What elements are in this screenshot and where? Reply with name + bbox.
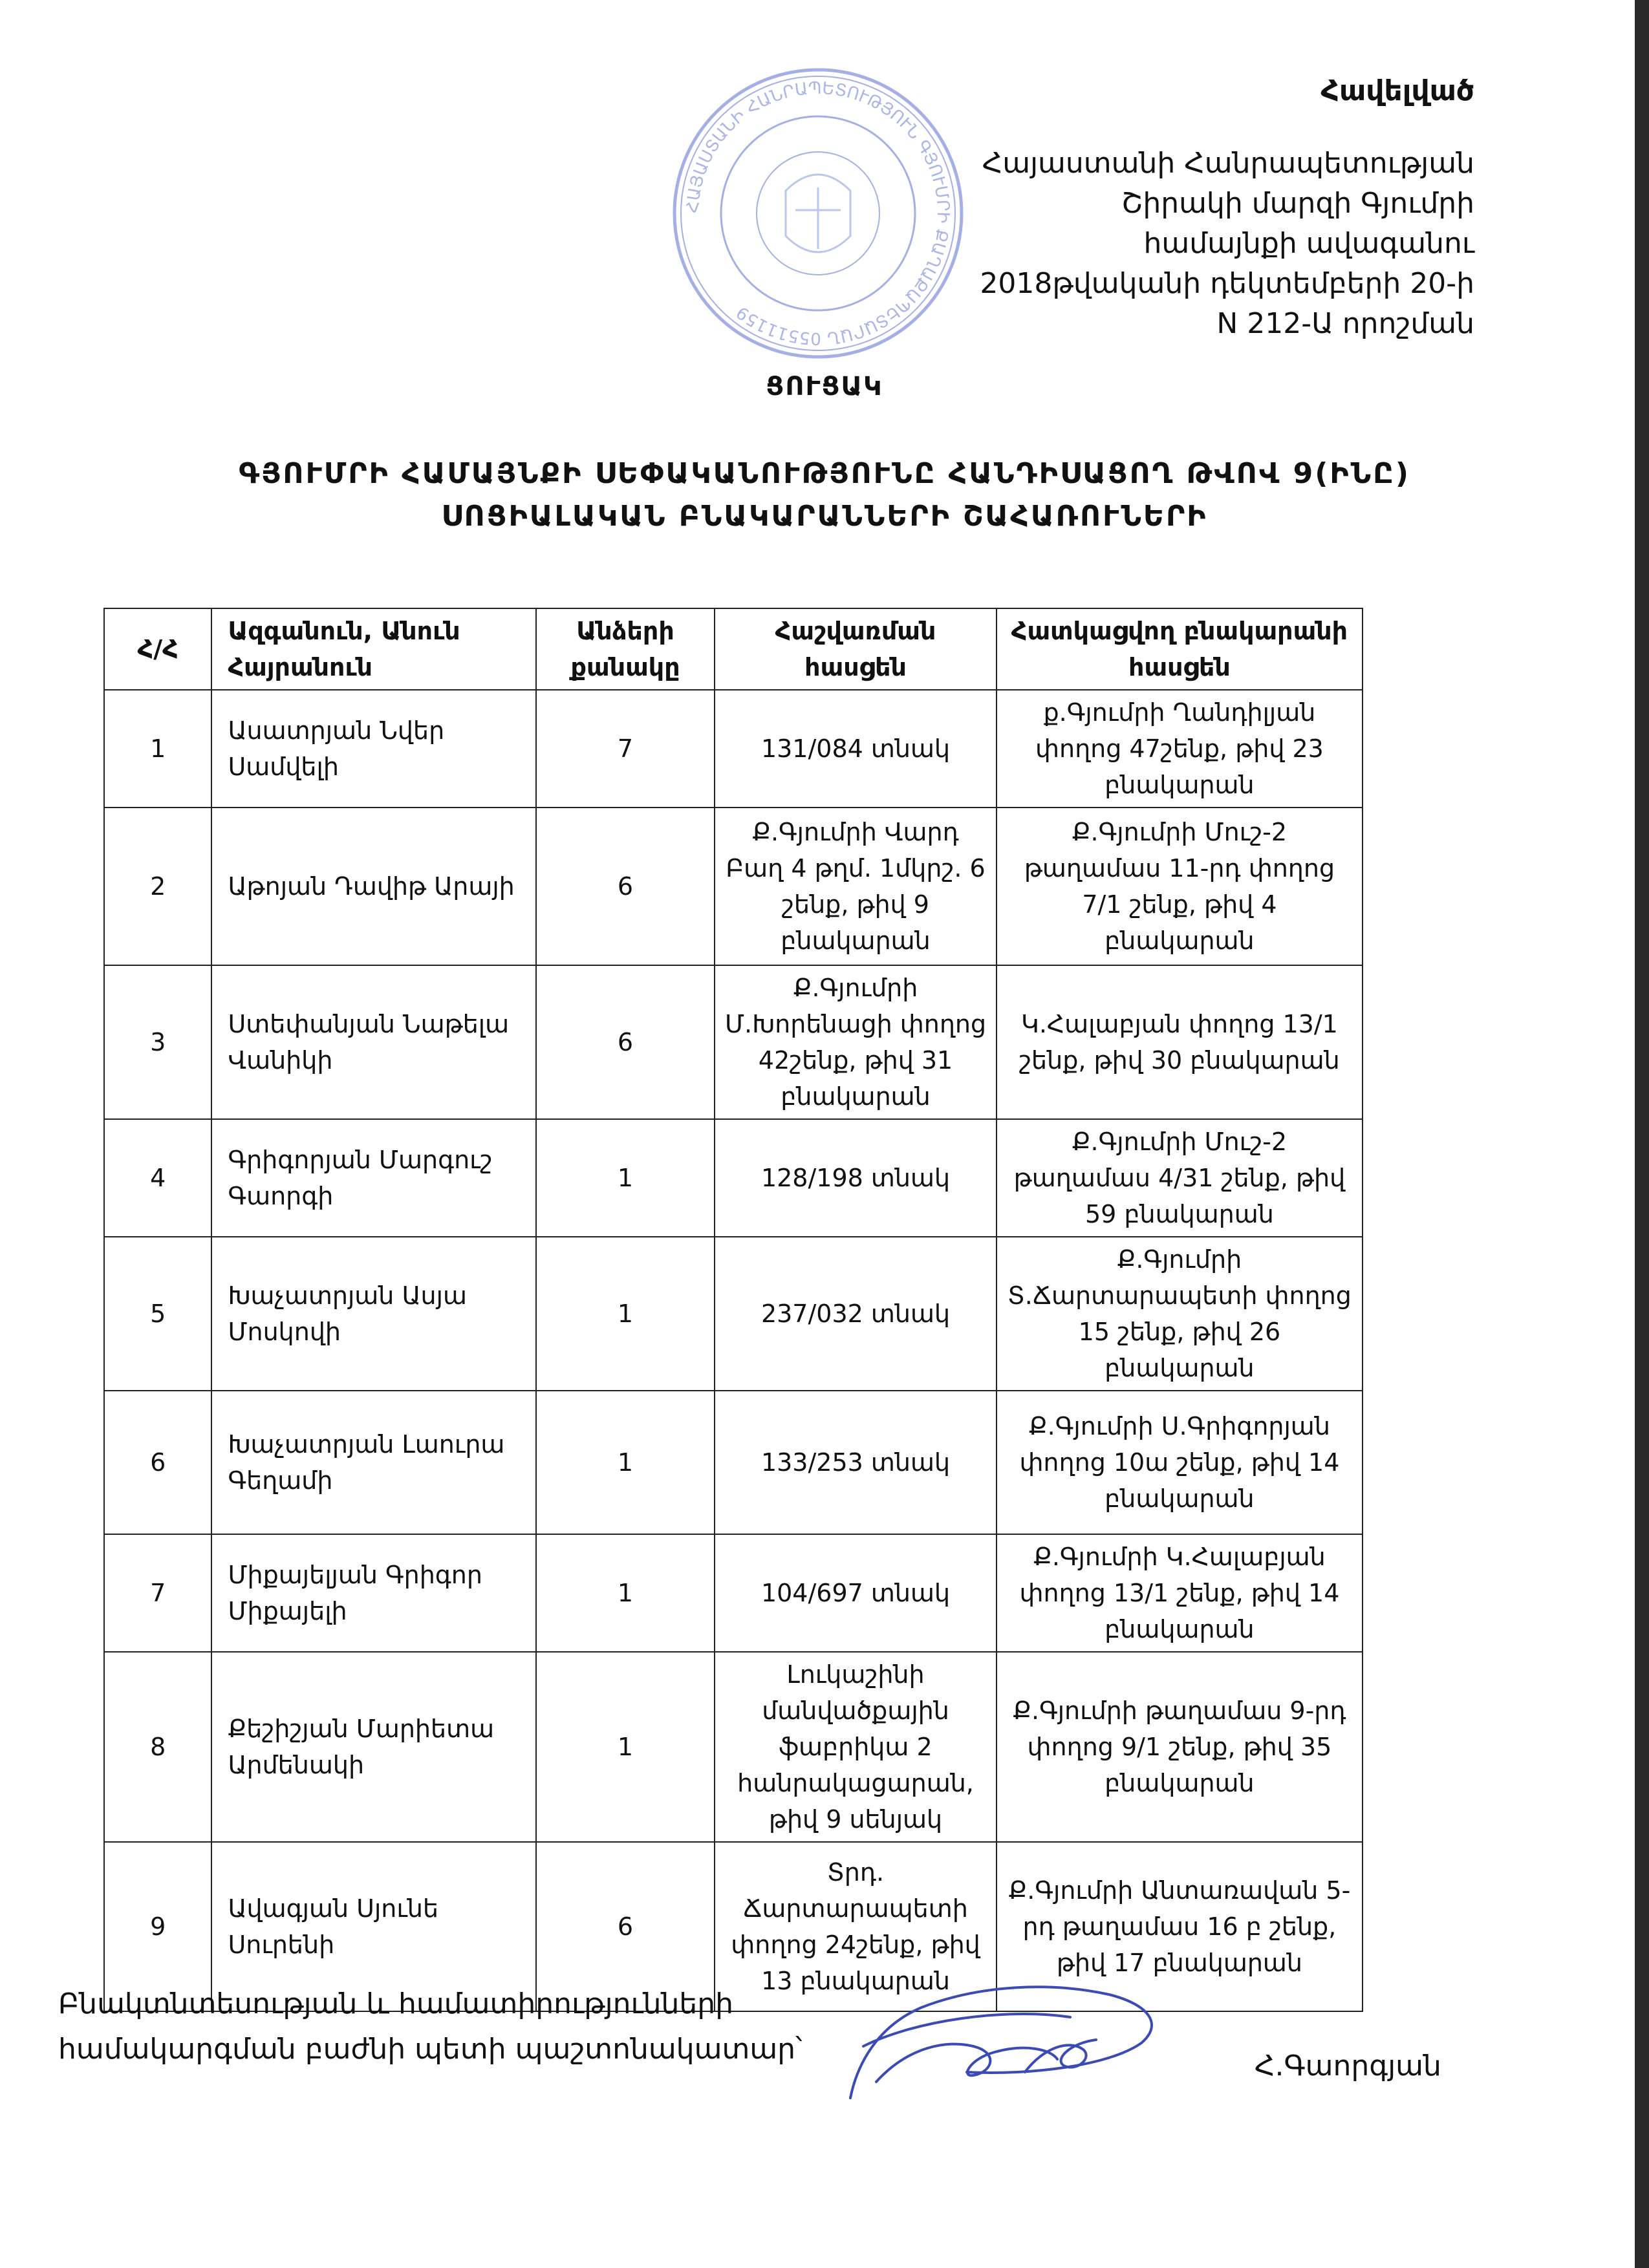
row-allocated-address: Ք.Գյումրի թաղամաս 9-րդ փողոց 9/1 շենք, թիվ 35 բնակարան — [997, 1652, 1363, 1842]
table-row — [104, 965, 1363, 1119]
table-row — [104, 1119, 1363, 1237]
table-row — [104, 1534, 1363, 1652]
row-account-address: 128/198 տնակ — [715, 1119, 997, 1237]
row-account-address: Տրդ. Ճարտարապետի փողոց 24շենք, թիվ 13 բնակարան — [715, 1842, 997, 2011]
table-row — [104, 808, 1363, 965]
row-name: Աթոյան Դավիթ Արայի — [211, 808, 535, 965]
row-allocated-address: Ք.Գյումրի Տ.Ճարտարապետի փողոց 15 շենք, թիվ 26 բնակարան — [997, 1237, 1363, 1391]
row-allocated-address: Ք.Գյումրի Ս.Գրիգորյան փողոց 10ա շենք, թիվ 14 բնակարան — [997, 1391, 1363, 1534]
row-allocated-address: Ք.Գյումրի Անտառավան 5-րդ թաղամաս 16 բ շենք, թիվ 17 բնակարան — [997, 1842, 1363, 2011]
row-num: 4 — [104, 1119, 211, 1237]
handwritten-signature — [837, 1969, 1174, 2117]
main-title-line: ՍՈՑԻԱԼԱԿԱՆ ԲՆԱԿԱՐԱՆՆԵՐԻ ՇԱՀԱՌՈՒՆԵՐԻ — [441, 500, 1208, 533]
official-seal — [666, 61, 970, 365]
header-num: Հ/Հ — [104, 608, 211, 690]
row-allocated-address: Ք.Գյումրի Մուշ-2 թաղամաս 11-րդ փողոց 7/1 շենք, թիվ 4 բնակարան — [997, 808, 1363, 965]
row-name: Քեշիշյան Մարիետա Արմենակի — [211, 1652, 535, 1842]
row-name: Ասատրյան Նվեր Սամվելի — [211, 690, 535, 808]
header-account-address: Հաշվառման հասցեն — [715, 608, 997, 690]
row-name: Գրիգորյան Մարգուշ Գաորգի — [211, 1119, 535, 1237]
row-count: 1 — [536, 1391, 715, 1534]
row-count: 1 — [536, 1237, 715, 1391]
row-account-address: Ք.Գյումրի Վարդ Բաղ 4 թղմ. 1մկրշ. 6 շենք, թիվ 9 բնակարան — [715, 808, 997, 965]
approval-label: Հավելված — [1320, 74, 1474, 107]
beneficiaries-table — [103, 608, 1363, 2012]
row-count: 1 — [536, 1119, 715, 1237]
row-allocated-address: ք.Գյումրի Ղանդիլյան փողոց 47շենք, թիվ 23 բնակարան — [997, 690, 1363, 808]
row-account-address: 133/253 տնակ — [715, 1391, 997, 1534]
footer-position-line: Բնակտնտեսության և համատիրությունների — [58, 1987, 734, 2020]
signer-name: Հ.Գաորգյան — [1255, 2049, 1441, 2082]
row-num: 8 — [104, 1652, 211, 1842]
main-title-line: ԳՅՈՒՄՐԻ ՀԱՄԱՅՆՔԻ ՍԵՓԱԿԱՆՈՒԹՅՈՒՆԸ ՀԱՆԴԻՍԱՑՈՂ ԹՎՈՎ 9(ԻՆԸ) — [239, 457, 1410, 490]
row-name: Խաչատրյան Լաուրա Գեղամի — [211, 1391, 535, 1534]
row-name: Ավագյան Սյունե Սուրենի — [211, 1842, 535, 2011]
approval-line: Հայաստանի Հանրապետության — [982, 147, 1474, 180]
table-header-row — [104, 608, 1363, 690]
table-row — [104, 1391, 1363, 1534]
footer-position — [58, 1982, 803, 2072]
row-name: Միքայելյան Գրիգոր Միքայելի — [211, 1534, 535, 1652]
main-title — [0, 453, 1649, 538]
row-allocated-address: Ք.Գյումրի Մուշ-2 թաղամաս 4/31 շենք, թիվ 59 բնակարան — [997, 1119, 1363, 1237]
row-count: 6 — [536, 965, 715, 1119]
header-name: Ազգանուն, Անուն Հայրանուն — [211, 608, 535, 690]
approval-block — [980, 71, 1474, 344]
row-num: 6 — [104, 1391, 211, 1534]
row-name: Ստեփանյան Նաթելա Վանիկի — [211, 965, 535, 1119]
row-num: 2 — [104, 808, 211, 965]
approval-line: 2018թվականի դեկտեմբերի 20-ի — [980, 267, 1474, 300]
row-num: 3 — [104, 965, 211, 1119]
table-row — [104, 690, 1363, 808]
row-count: 6 — [536, 1842, 715, 2011]
row-allocated-address: Ք.Գյումրի Կ.Հալաբյան փողոց 13/1 շենք, թիվ 14 բնակարան — [997, 1534, 1363, 1652]
header-count: Անձերի քանակը — [536, 608, 715, 690]
row-num: 9 — [104, 1842, 211, 2011]
row-num: 5 — [104, 1237, 211, 1391]
scan-edge — [1635, 0, 1649, 2268]
list-title: ՑՈՒՑԱԿ — [766, 372, 883, 401]
row-allocated-address: Կ.Հալաբյան փողոց 13/1 շենք, թիվ 30 բնակարան — [997, 965, 1363, 1119]
approval-line: համայնքի ավագանու — [1143, 227, 1474, 260]
header-allocated-address: Հատկացվող բնակարանի հասցեն — [997, 608, 1363, 690]
row-account-address: Լուկաշինի մանվածքային ֆաբրիկա 2 հանրակացարան, թիվ 9 սենյակ — [715, 1652, 997, 1842]
table-row — [104, 1237, 1363, 1391]
row-num: 1 — [104, 690, 211, 808]
seal-ring-text: ՀԱՅԱՍՏԱՆԻ ՀԱՆՐԱՊԵՏՈՒԹՅՈՒՆ ԳՅՈՒՄՐԻ ՔԱՂԱՔԱՊԵՏԱՐԱՆ 05511159 — [683, 78, 953, 348]
row-num: 7 — [104, 1534, 211, 1652]
row-count: 1 — [536, 1534, 715, 1652]
row-count: 7 — [536, 690, 715, 808]
row-name: Խաչատրյան Ասյա Մոսկովի — [211, 1237, 535, 1391]
seal-emblem-icon — [786, 175, 850, 252]
row-account-address: 237/032 տնակ — [715, 1237, 997, 1391]
row-count: 6 — [536, 808, 715, 965]
approval-line: N 212-Ա որոշման — [1216, 307, 1474, 340]
table-row — [104, 1652, 1363, 1842]
row-account-address: Ք.Գյումրի Մ.Խորենացի փողոց 42շենք, թիվ 31 բնակարան — [715, 965, 997, 1119]
footer-position-line: համակարգման բաժնի պետի պաշտոնակատար՝ — [58, 2033, 803, 2066]
row-account-address: 104/697 տնակ — [715, 1534, 997, 1652]
row-count: 1 — [536, 1652, 715, 1842]
approval-line: Շիրակի մարզի Գյումրի — [1121, 187, 1474, 220]
row-account-address: 131/084 տնակ — [715, 690, 997, 808]
